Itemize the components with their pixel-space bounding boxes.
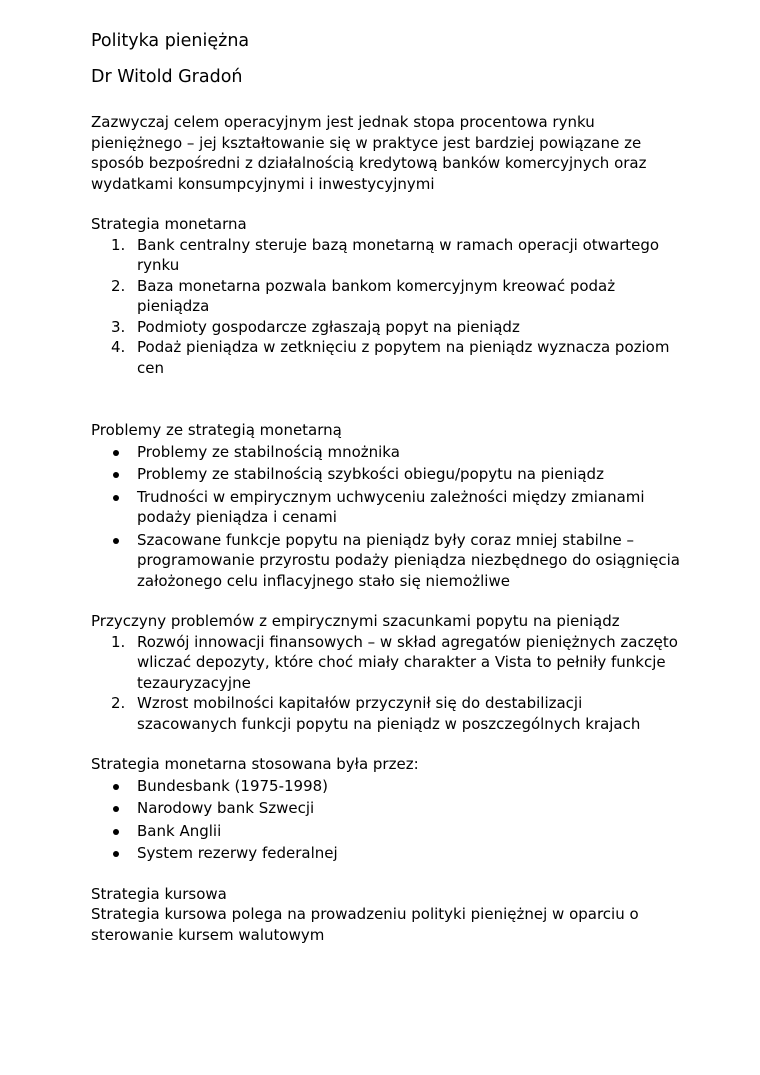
list-item-text: Bank Anglii	[137, 821, 222, 840]
list-item-text: Podmioty gospodarcze zgłaszają popyt na pieniądz	[137, 317, 520, 336]
list-item-text: Bank centralny steruje bazą monetarną w ramach operacji otwartego rynku	[137, 235, 660, 274]
section-problemy	[91, 420, 681, 591]
list-item	[91, 464, 681, 485]
list-item-text: Baza monetarna pozwala bankom komercyjnym kreować podaż pieniądza	[137, 276, 616, 315]
list-item	[91, 235, 681, 276]
bullet-list	[91, 442, 681, 592]
document-title: Polityka pieniężna	[91, 31, 250, 51]
bullet-list	[91, 776, 681, 864]
list-item	[91, 487, 681, 528]
numbered-list	[91, 235, 681, 379]
list-item-text: Problemy ze stabilnością szybkości obiegu/popytu na pieniądz	[137, 465, 604, 483]
list-number: 2.	[111, 694, 126, 712]
list-number: 1.	[111, 632, 126, 651]
list-item-text: Rozwój innowacji finansowych – w skład agregatów pieniężnych zaczęto wliczać depozyty, które choć miały charakter a Vista to pełniły funkcje tezauryzacyjne	[137, 632, 678, 692]
list-item-text: Narodowy bank Szwecji	[137, 799, 315, 817]
section-paragraph: Strategia kursowa polega na prowadzeniu polityki pieniężnej w oparciu o sterowanie kursem walutowym	[91, 905, 639, 944]
list-item	[91, 693, 681, 734]
list-item	[91, 337, 681, 378]
list-item-text: Bundesbank (1975-1998)	[137, 776, 329, 795]
list-item	[91, 798, 681, 819]
numbered-list	[91, 632, 681, 735]
list-item-text: Wzrost mobilności kapitałów przyczynił się do destabilizacji szacowanych funkcji popytu na pieniądz w poszczególnych krajach	[137, 694, 641, 733]
section-stosowana	[91, 754, 681, 864]
section-heading: Strategia monetarna	[91, 215, 247, 233]
bullet-icon	[113, 829, 119, 835]
list-item	[91, 632, 681, 694]
list-number: 3.	[111, 317, 126, 336]
list-item-text: Problemy ze stabilnością mnożnika	[137, 442, 400, 461]
document-page	[91, 29, 681, 945]
section-strategia-monetarna	[91, 214, 681, 378]
list-item	[91, 821, 681, 842]
list-item-text: Podaż pieniądza w zetknięciu z popytem na pieniądz wyznacza poziom cen	[137, 338, 670, 377]
bullet-icon	[113, 450, 119, 456]
document-author: Dr Witold Gradoń	[91, 67, 243, 87]
section-przyczyny	[91, 611, 681, 734]
list-item	[91, 276, 681, 317]
bullet-icon	[113, 495, 119, 501]
bullet-icon	[113, 784, 119, 790]
section-heading: Problemy ze strategią monetarną	[91, 421, 342, 439]
intro-paragraph: Zazwyczaj celem operacyjnym jest jednak stopa procentowa rynku pieniężnego – jej kształtowanie się w praktyce jest bardziej powiązane ze sposób bezpośredni z działalnością kredytową banków komercyjnych oraz wydatkami konsumpcyjnymi i inwestycyjnymi	[91, 113, 647, 193]
list-item-text: System rezerwy federalnej	[137, 844, 338, 862]
list-number: 4.	[111, 338, 126, 356]
list-item	[91, 776, 681, 797]
section-heading: Przyczyny problemów z empirycznymi szacunkami popytu na pieniądz	[91, 612, 620, 630]
list-item	[91, 530, 681, 592]
bullet-icon	[113, 851, 119, 857]
bullet-icon	[113, 472, 119, 478]
section-heading: Strategia monetarna stosowana była przez:	[91, 755, 419, 773]
list-item	[91, 843, 681, 864]
section-heading: Strategia kursowa	[91, 884, 227, 903]
list-item	[91, 442, 681, 463]
list-item-text: Trudności w empirycznym uchwyceniu zależności między zmianami podaży pieniądza i cenami	[137, 487, 645, 526]
list-item	[91, 317, 681, 338]
list-number: 2.	[111, 276, 126, 295]
bullet-icon	[113, 538, 119, 544]
list-item-text: Szacowane funkcje popytu na pieniądz były coraz mniej stabilne – programowanie przyrostu podaży pieniądza niezbędnego do osiągnięcia założonego celu inflacyjnego stało się niemożliwe	[137, 530, 680, 590]
section-kursowa	[91, 884, 681, 946]
bullet-icon	[113, 806, 119, 812]
list-number: 1.	[111, 235, 126, 254]
